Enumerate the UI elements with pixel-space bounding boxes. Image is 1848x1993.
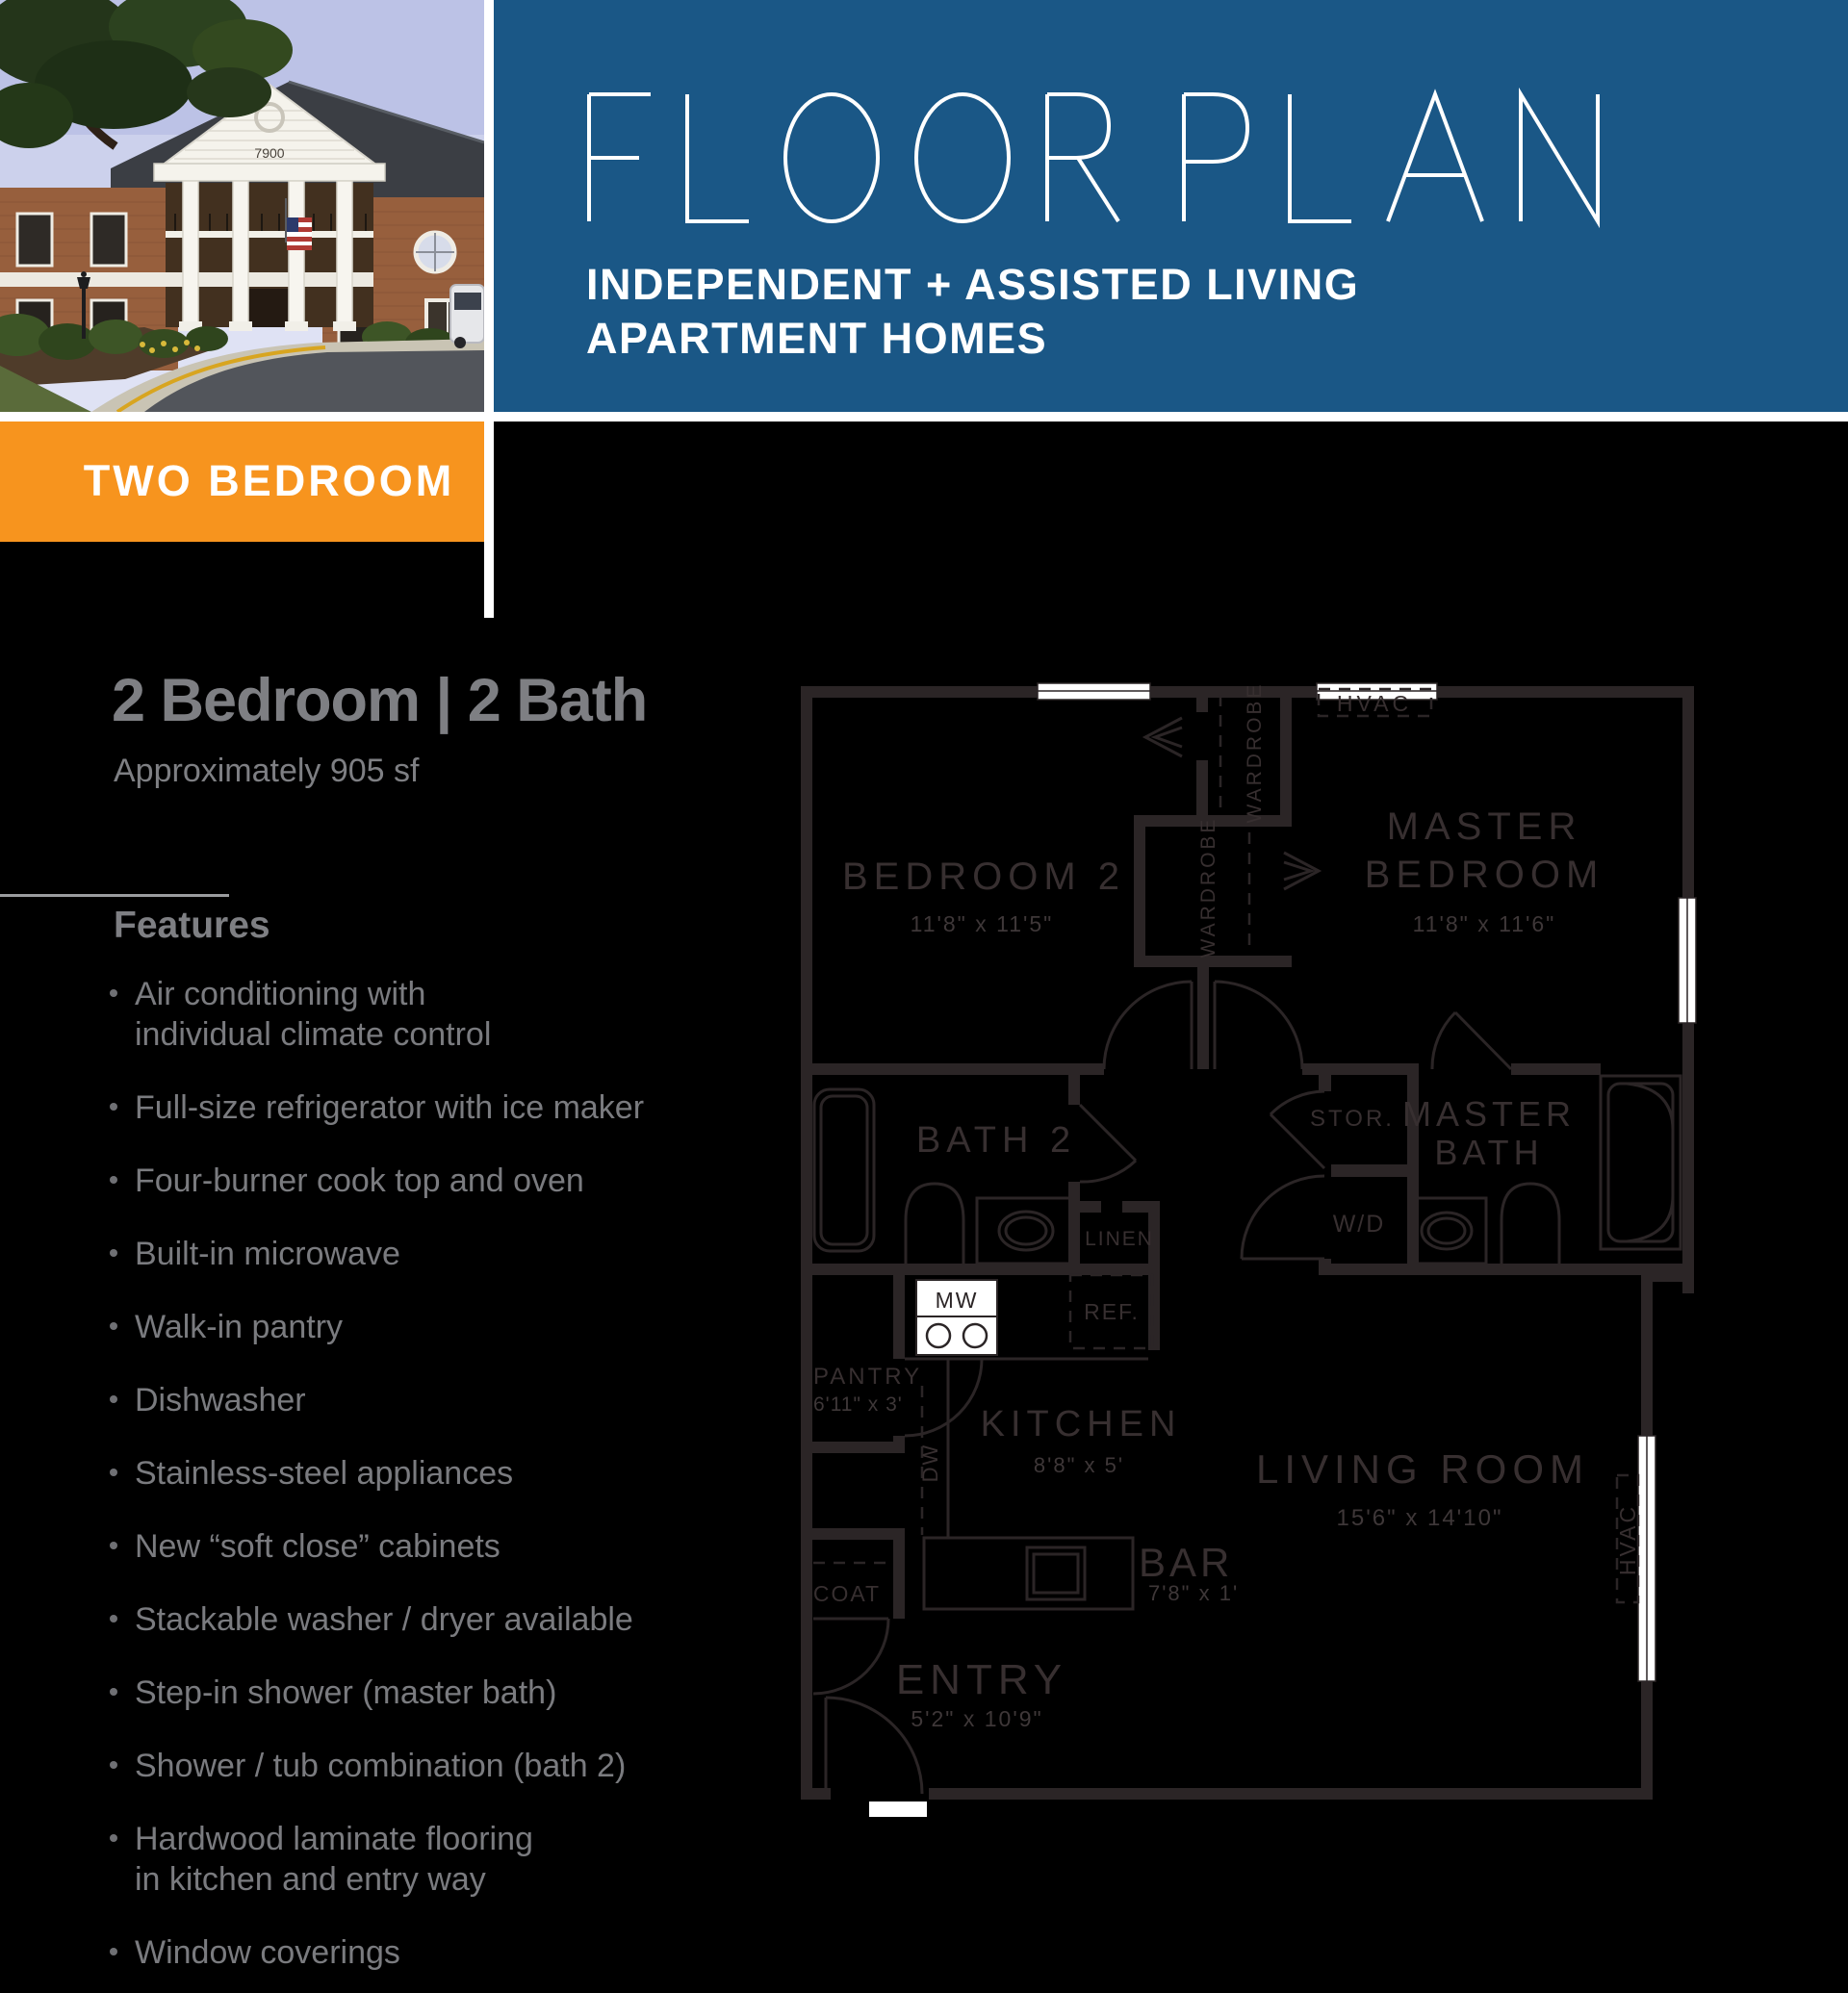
entry-threshold — [869, 1801, 927, 1817]
feature-item: Window coverings — [108, 1932, 647, 1973]
bullet-dot — [110, 989, 117, 997]
door-washer-dryer — [1242, 1176, 1324, 1259]
dim-bedroom2: 11'8" x 11'5" — [910, 911, 1054, 936]
feature-item: Air conditioning with individual climate control — [108, 974, 647, 1055]
feature-item: Hardwood laminate flooring in kitchen and entry way — [108, 1819, 647, 1900]
bifold-wardrobe-lower — [1284, 853, 1319, 889]
label-microwave: MW — [935, 1288, 979, 1313]
feature-item: Stackable washer / dryer available — [108, 1599, 647, 1640]
toilet-master — [1502, 1184, 1559, 1264]
label-storage: STOR. — [1310, 1106, 1395, 1132]
unit-type-label: TWO BEDROOM — [83, 456, 455, 505]
door-bedroom2 — [1104, 982, 1192, 1069]
dim-kitchen: 8'8" x 5' — [1033, 1453, 1125, 1477]
horizontal-divider — [0, 412, 1848, 422]
features-divider — [0, 894, 229, 897]
feature-item: Walk-in pantry — [108, 1307, 647, 1347]
bullet-dot — [110, 1176, 117, 1184]
features-list — [108, 974, 647, 1993]
white-van — [450, 285, 484, 348]
label-master-bedroom-1: MASTER — [1386, 805, 1582, 848]
unit-summary-title: 2 Bedroom | 2 Bath — [112, 667, 648, 734]
building-number: 7900 — [254, 145, 285, 161]
toilet-bath2 — [906, 1184, 963, 1264]
door-hall — [1215, 982, 1302, 1069]
subtitle-line-2: APARTMENT HOMES — [586, 314, 1048, 363]
label-refrigerator: REF. — [1084, 1299, 1140, 1324]
bullet-dot — [110, 1249, 117, 1257]
entablature — [154, 164, 385, 181]
bullet-dot — [110, 1542, 117, 1549]
label-pantry: PANTRY — [813, 1364, 923, 1390]
door-bath2 — [1080, 1105, 1136, 1182]
feature-item: Built-in microwave — [108, 1234, 647, 1274]
bathtub — [814, 1089, 874, 1251]
label-bath2: BATH 2 — [915, 1120, 1077, 1161]
label-entry: ENTRY — [895, 1656, 1068, 1703]
label-master-bedroom-2: BEDROOM — [1364, 854, 1604, 896]
bullet-dot — [110, 1834, 117, 1842]
feature-item: Dishwasher — [108, 1380, 647, 1420]
label-hvac-top: HVAC — [1336, 691, 1413, 716]
floor-plan-drawing — [799, 674, 1704, 1828]
label-linen: LINEN — [1085, 1228, 1154, 1250]
vanity-bath2 — [977, 1198, 1078, 1264]
header-band — [494, 0, 1848, 412]
door-front-entry — [826, 1698, 922, 1794]
feature-item: Four-burner cook top and oven — [108, 1161, 647, 1201]
room-labels — [813, 682, 1640, 1731]
bullet-dot — [110, 1395, 117, 1403]
building-photo — [0, 0, 484, 412]
label-living-room: LIVING ROOM — [1255, 1446, 1590, 1492]
bullet-dot — [110, 1615, 117, 1623]
dim-entry: 5'2" x 10'9" — [911, 1706, 1043, 1731]
label-coat: COAT — [812, 1581, 882, 1606]
feature-item: Full-size refrigerator with ice maker — [108, 1087, 647, 1128]
label-washer-dryer: W/D — [1332, 1211, 1386, 1238]
step-in-shower — [1601, 1076, 1681, 1249]
unit-type-banner — [0, 422, 484, 542]
door-coat — [813, 1619, 888, 1694]
bullet-dot — [110, 1103, 117, 1111]
feature-item: Stainless-steel appliances — [108, 1453, 647, 1494]
feature-item: New “soft close” cabinets — [108, 1526, 647, 1567]
dim-bar: 7'8" x 1' — [1148, 1581, 1240, 1605]
bullet-dot — [110, 1469, 117, 1476]
building-photo-illustration — [0, 0, 484, 412]
label-kitchen: KITCHEN — [980, 1404, 1182, 1444]
label-wardrobe-lower: WARDROBE — [1197, 816, 1219, 958]
label-hvac-living: HVAC — [1615, 1503, 1640, 1576]
door-master-bedroom — [1432, 1012, 1511, 1069]
vertical-divider — [484, 0, 494, 618]
label-bar: BAR — [1139, 1540, 1234, 1585]
dim-pantry: 6'11" x 3' — [813, 1393, 903, 1416]
unit-area: Approximately 905 sf — [114, 753, 420, 789]
header-subtitle — [586, 258, 1359, 366]
dim-living-room: 15'6" x 14'10" — [1336, 1505, 1503, 1531]
subtitle-line-1: INDEPENDENT + ASSISTED LIVING — [586, 260, 1360, 309]
label-bedroom2: BEDROOM 2 — [841, 856, 1126, 898]
label-wardrobe-upper: WARDROBE — [1244, 681, 1266, 824]
features-heading: Features — [114, 905, 270, 946]
feature-item: Shower / tub combination (bath 2) — [108, 1746, 647, 1786]
dim-master-bedroom: 11'8" x 11'6" — [1412, 911, 1556, 936]
feature-item: Step-in shower (master bath) — [108, 1673, 647, 1713]
bullet-dot — [110, 1688, 117, 1696]
cooktop — [916, 1316, 997, 1355]
bullet-dot — [110, 1761, 117, 1769]
bifold-wardrobe-upper — [1145, 718, 1182, 756]
label-dishwasher: DW — [918, 1443, 942, 1483]
bullet-dot — [110, 1322, 117, 1330]
vanity-master — [1413, 1198, 1486, 1264]
bullet-dot — [110, 1948, 117, 1955]
label-master-bath-1: MASTER — [1401, 1094, 1577, 1134]
label-master-bath-2: BATH — [1434, 1133, 1544, 1172]
